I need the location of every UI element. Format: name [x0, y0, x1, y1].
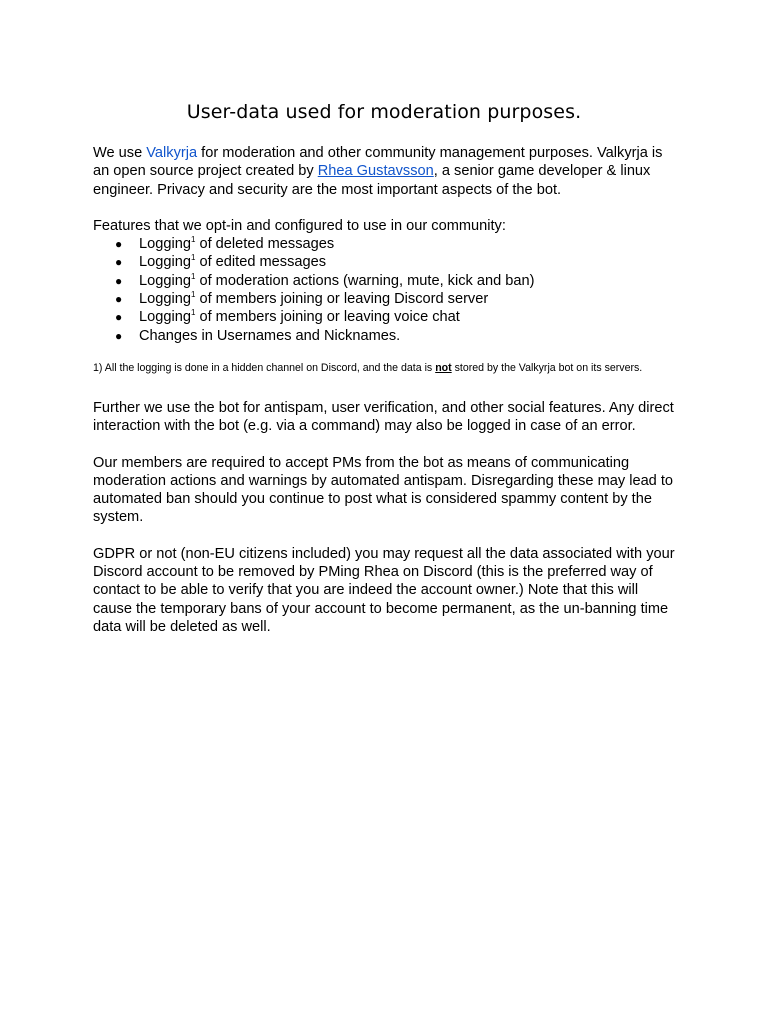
feature-lead: Logging	[139, 309, 191, 326]
document-page	[93, 100, 675, 636]
feature-lead: Logging	[139, 291, 191, 308]
feature-rest: of moderation actions (warning, mute, kick and ban)	[195, 272, 535, 289]
pms-paragraph: Our members are required to accept PMs from the bot as means of communicating moderation actions and warnings by automated antispam. Disregarding these may lead to automated ban should you continue to post what is considered spammy content by the system.	[93, 454, 674, 526]
feature-lead: Logging	[139, 272, 191, 289]
intro-text-1: We use	[93, 145, 147, 161]
document-title: User-data used for moderation purposes.	[186, 101, 582, 123]
intro-text-2: for moderation and other community management purposes. Valkyrja is an open source project created by	[93, 145, 663, 180]
spacer	[93, 527, 675, 545]
footnote-marker: 1	[190, 308, 196, 318]
feature-rest: of members joining or leaving voice chat	[195, 309, 460, 326]
bullet-icon: ●	[115, 237, 123, 252]
list-item	[93, 327, 675, 345]
gdpr-paragraph: GDPR or not (non-EU citizens included) you may request all the data associated with your Discord account to be removed by PMing Rhea on Discord (this is the preferred way of contact to be able to verify that you are indeed the account owner.) Note that this will cause the temporary bans of your account to become permanent, as the un-banning time data will be deleted as well.	[93, 545, 675, 635]
intro-paragraph	[93, 144, 675, 199]
list-item	[93, 272, 675, 290]
footnote-emphasis: not	[435, 361, 452, 374]
spacer	[93, 199, 675, 217]
footnote-marker: 1	[190, 271, 196, 281]
antispam-paragraph: Further we use the bot for antispam, user verification, and other social features. Any direct interaction with the bot (e.g. via a command) may also be logged in case of an error.	[93, 399, 674, 435]
intro-text-3: , a senior game developer & linux engineer. Privacy and security are the most important aspects of the bot.	[93, 163, 651, 198]
list-item	[93, 253, 675, 271]
features-heading: Features that we opt-in and configured to use in our community:	[93, 217, 506, 234]
list-item	[93, 290, 675, 308]
footnote-marker: 1	[190, 253, 196, 263]
spacer	[93, 375, 675, 399]
feature-rest: of deleted messages	[195, 236, 335, 253]
bullet-icon: ●	[115, 273, 123, 288]
footnote-marker: 1	[190, 290, 196, 300]
list-item	[93, 235, 675, 253]
bullet-icon: ●	[115, 255, 123, 270]
footnote-text-1: 1) All the logging is done in a hidden channel on Discord, and the data is	[93, 361, 436, 374]
features-list	[93, 235, 675, 345]
rhea-gustavsson-link[interactable]: Rhea Gustavsson	[317, 163, 434, 180]
feature-lead: Logging	[139, 236, 191, 253]
feature-lead: Logging	[139, 254, 191, 271]
bullet-icon: ●	[115, 310, 123, 325]
bullet-icon: ●	[115, 292, 123, 307]
list-item	[93, 308, 675, 326]
spacer	[93, 436, 675, 454]
feature-lead: Changes in Usernames and Nicknames.	[139, 327, 401, 344]
feature-rest: of members joining or leaving Discord server	[195, 291, 489, 308]
footnote	[93, 361, 675, 375]
feature-rest: of edited messages	[195, 254, 327, 271]
bullet-icon: ●	[115, 328, 123, 343]
valkyrja-link[interactable]: Valkyrja	[146, 145, 198, 161]
footnote-marker: 1	[190, 235, 196, 245]
footnote-text-2: stored by the Valkyrja bot on its servers.	[451, 361, 643, 374]
